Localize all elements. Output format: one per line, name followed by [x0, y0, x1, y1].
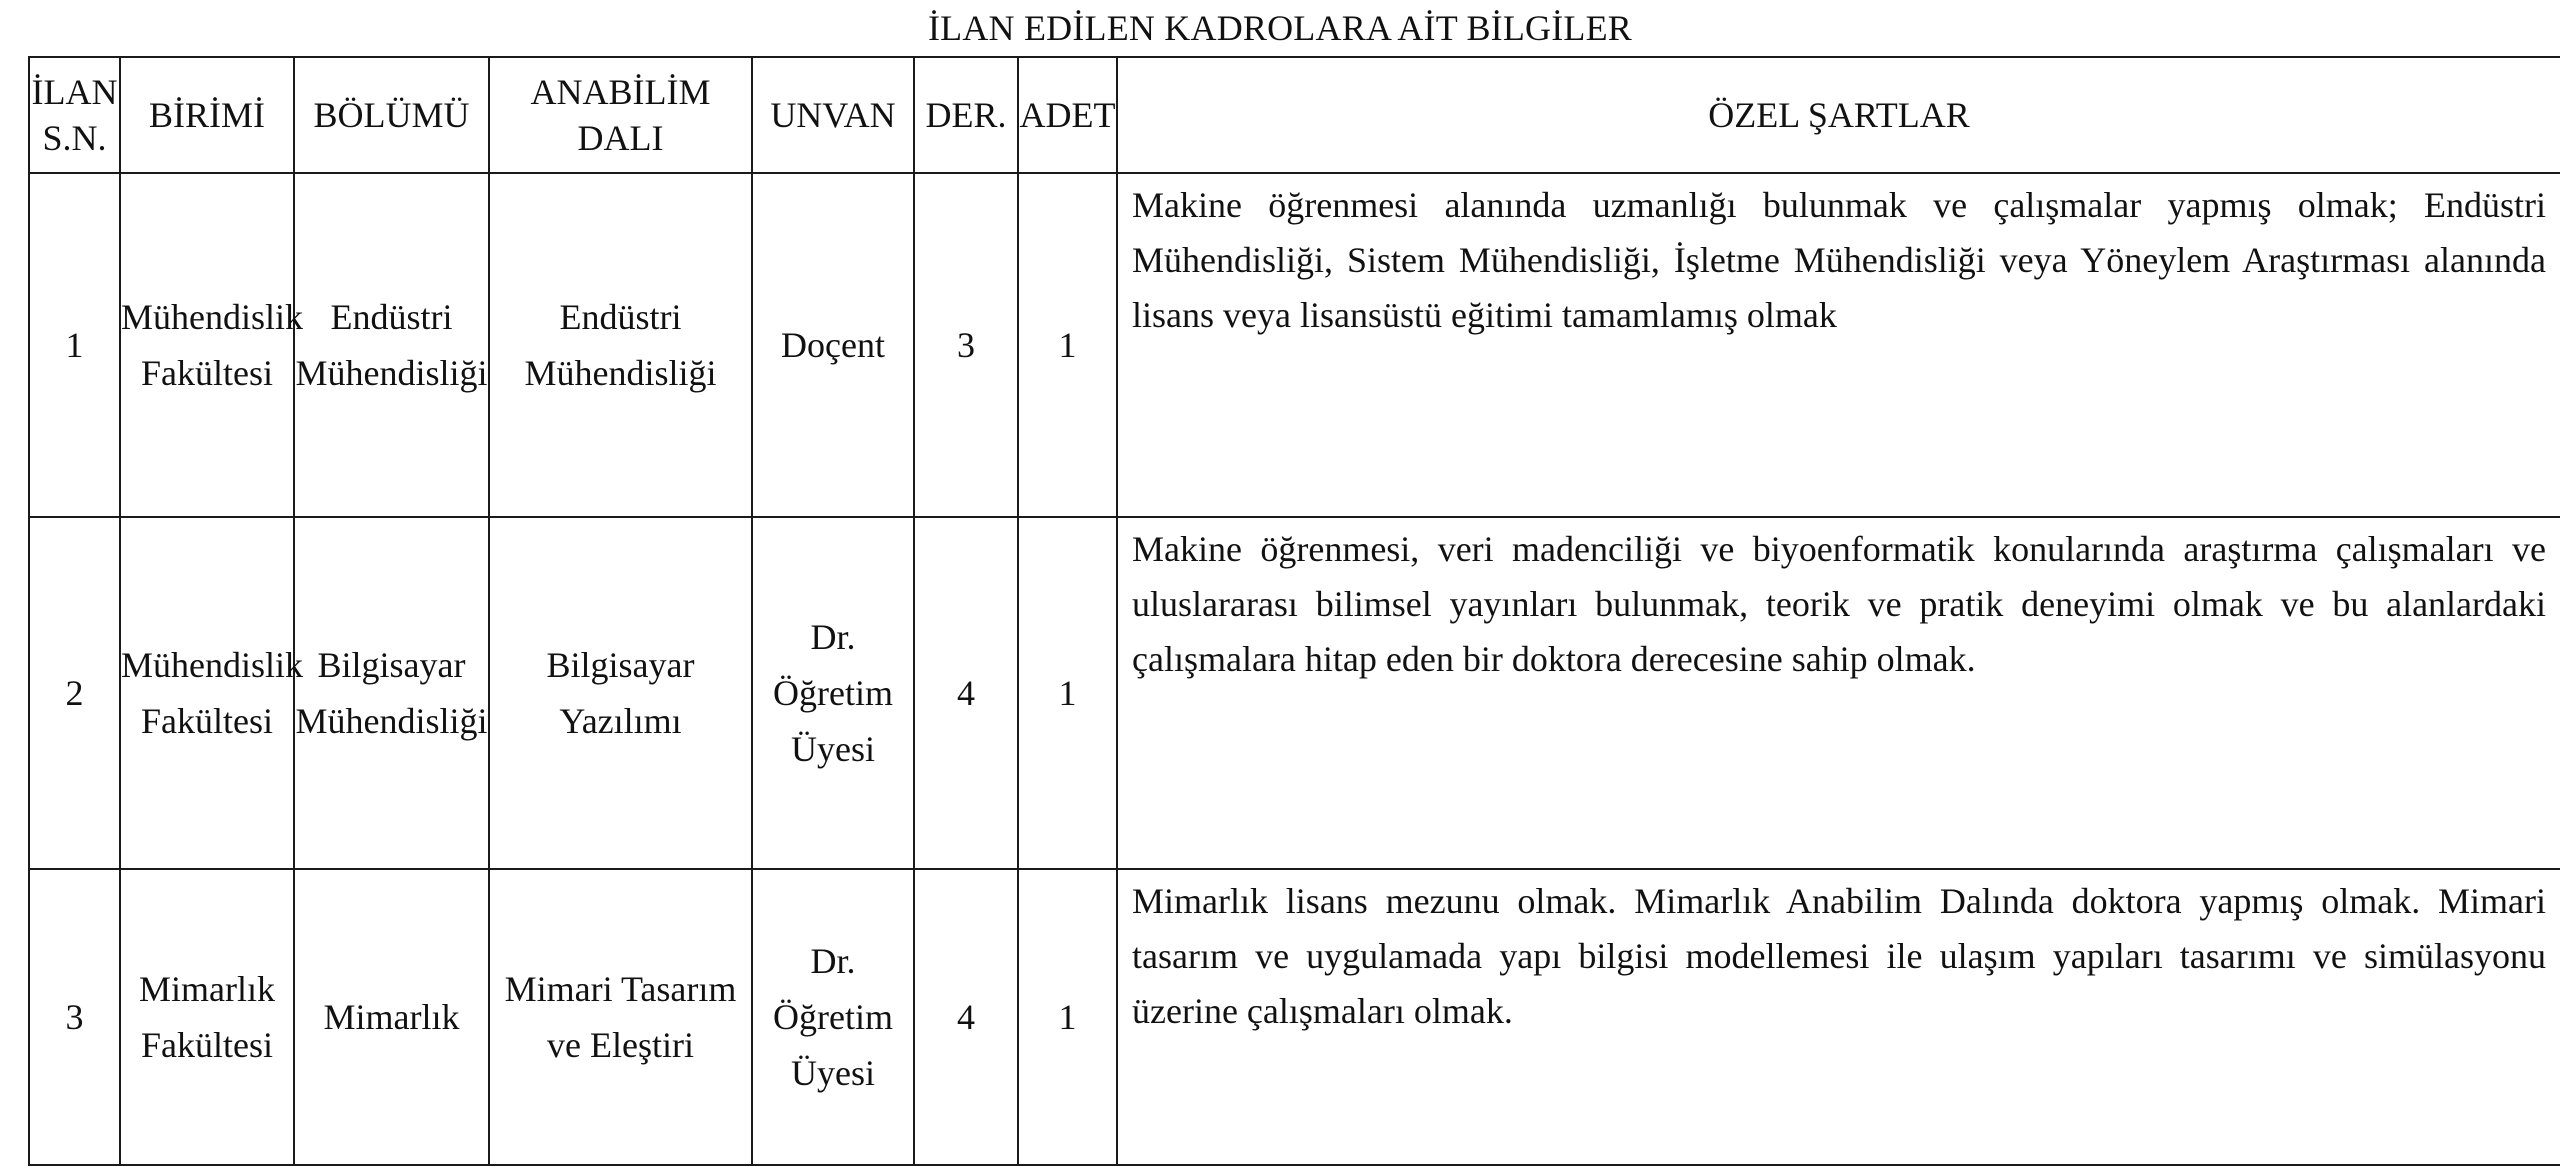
- header-birimi: BİRİMİ: [120, 57, 294, 173]
- header-anabilim-dali: ANABİLİM DALI: [489, 57, 752, 173]
- cell-adet: 1: [1018, 173, 1117, 517]
- header-unvan: UNVAN: [752, 57, 914, 173]
- cell-sn: 3: [29, 869, 120, 1165]
- cell-unvan: [752, 173, 914, 517]
- table-row: [29, 173, 2560, 517]
- header-ozel-sartlar: ÖZEL ŞARTLAR: [1117, 57, 2560, 173]
- cell-bolumu-line: Mühendisliği: [295, 353, 488, 393]
- cell-bolumu: [294, 173, 489, 517]
- cell-ozel-sartlar: Mimarlık lisans mezunu olmak. Mimarlık Anabilim Dalında doktora yapmış olmak. Mimari tasarım ve uygulamada yapı bilgisi modellemesi ile ulaşım yapıları tasarımı ve simülasyonu üzerine çalışmaları olmak.: [1117, 869, 2560, 1165]
- page-title: İLAN EDİLEN KADROLARA AİT BİLGİLER: [927, 8, 1633, 48]
- cell-anabilim-dali-line: Endüstri Mühendisliği: [524, 297, 717, 393]
- cell-birimi-line: Mühendislik: [121, 297, 304, 337]
- header-ilan-sn-line-1: İLAN: [31, 72, 118, 112]
- cell-adet: 1: [1018, 517, 1117, 869]
- cell-anabilim-dali-line: ve Eleştiri: [547, 1025, 694, 1065]
- table-header-row: [29, 57, 2560, 173]
- cell-sn: 2: [29, 517, 120, 869]
- cell-birimi-line: Mühendislik: [121, 645, 304, 685]
- cell-birimi: [120, 173, 304, 517]
- cell-sn: 1: [29, 173, 120, 517]
- header-adet: ADET: [1018, 57, 1117, 173]
- cell-unvan: [752, 869, 914, 1165]
- cell-unvan-line: Üyesi: [791, 1053, 875, 1093]
- header-ilan-sn: [29, 57, 120, 173]
- cell-derece: 4: [914, 869, 1018, 1165]
- cell-bolumu-line: Endüstri: [330, 297, 453, 337]
- cell-unvan-line: Üyesi: [791, 729, 875, 769]
- cell-birimi-line: Fakültesi: [141, 701, 273, 741]
- cell-unvan-line: Dr. Öğretim: [773, 617, 893, 713]
- cell-bolumu-line: Mimarlık: [323, 997, 460, 1037]
- table-row: [29, 869, 2560, 1165]
- cell-birimi-line: Mimarlık: [139, 969, 275, 1009]
- positions-table: [28, 56, 2560, 1166]
- cell-bolumu: [294, 517, 489, 869]
- cell-bolumu-line: Mühendisliği: [295, 701, 488, 741]
- cell-bolumu-line: Bilgisayar: [317, 645, 466, 685]
- cell-unvan-line: Dr. Öğretim: [773, 941, 893, 1037]
- cell-birimi-line: Fakültesi: [141, 353, 273, 393]
- cell-anabilim-dali: [489, 173, 752, 517]
- cell-derece: 3: [914, 173, 1018, 517]
- cell-anabilim-dali: [489, 517, 752, 869]
- cell-birimi: [120, 517, 304, 869]
- cell-derece: 4: [914, 517, 1018, 869]
- cell-anabilim-dali-line: Mimari Tasarım: [504, 969, 737, 1009]
- header-derece: DER.: [914, 57, 1018, 173]
- header-ilan-sn-line-2: S.N.: [42, 118, 107, 158]
- cell-birimi-line: Fakültesi: [141, 1025, 273, 1065]
- cell-ozel-sartlar: Makine öğrenmesi alanında uzmanlığı bulunmak ve çalışmalar yapmış olmak; Endüstri Mühendisliği, Sistem Mühendisliği, İşletme Mühendisliği veya Yöneylem Araştırması alanında lisans veya lisansüstü eğitimi tamamlamış olmak: [1117, 173, 2560, 517]
- cell-anabilim-dali: [489, 869, 752, 1165]
- cell-unvan-line: Doçent: [781, 325, 885, 365]
- cell-unvan: [752, 517, 914, 869]
- cell-adet: 1: [1018, 869, 1117, 1165]
- cell-ozel-sartlar: Makine öğrenmesi, veri madenciliği ve biyoenformatik konularında araştırma çalışmaları ve uluslararası bilimsel yayınları bulunmak, teorik ve pratik deneyimi olmak ve bu alanlardaki çalışmalara hitap eden bir doktora derecesine sahip olmak.: [1117, 517, 2560, 869]
- cell-anabilim-dali-line: Bilgisayar Yazılımı: [546, 645, 695, 741]
- cell-birimi: [120, 869, 294, 1165]
- table-row: [29, 517, 2560, 869]
- header-bolumu: BÖLÜMÜ: [294, 57, 489, 173]
- cell-bolumu: [294, 869, 489, 1165]
